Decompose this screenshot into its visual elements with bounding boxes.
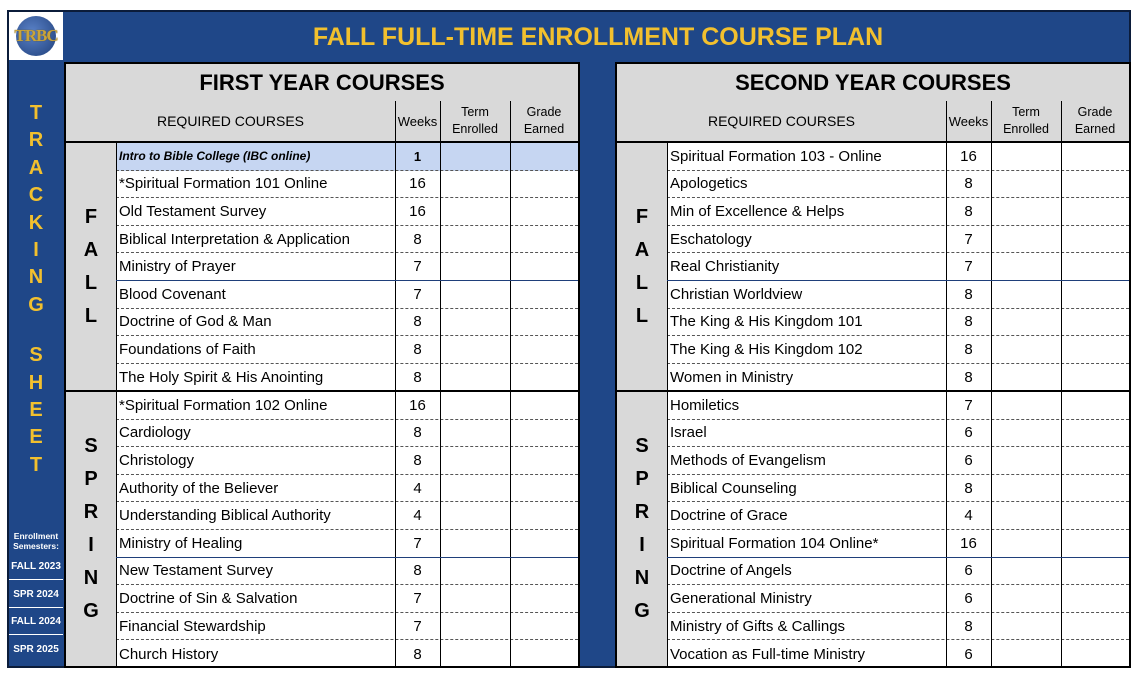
column-divider — [510, 101, 511, 666]
course-row — [667, 447, 1129, 475]
course-name: Ministry of Gifts & Callings — [670, 617, 846, 635]
course-row — [667, 143, 1129, 171]
course-row — [667, 530, 1129, 558]
grade-earned-header: Grade Earned — [1061, 101, 1129, 143]
course-weeks: 16 — [409, 396, 426, 414]
course-name: Min of Excellence & Helps — [670, 202, 845, 220]
course-weeks: 6 — [964, 451, 973, 469]
semester-spr-2025: SPR 2025 — [13, 644, 59, 655]
grade-earned-cell[interactable] — [510, 530, 578, 557]
grade-earned-cell[interactable] — [1061, 226, 1129, 253]
term-enrolled-cell[interactable] — [991, 143, 1061, 170]
spring-season-label — [617, 392, 667, 666]
course-name: Church History — [119, 645, 219, 663]
course-weeks: 8 — [964, 369, 973, 387]
grade-earned-cell[interactable] — [510, 253, 578, 280]
course-weeks: 8 — [964, 285, 973, 303]
course-row — [667, 585, 1129, 613]
course-name: *Spiritual Formation 101 Online — [119, 175, 328, 193]
semester-divider — [9, 607, 63, 608]
grade-earned-cell[interactable] — [1061, 143, 1129, 170]
term-enrolled-cell[interactable] — [440, 143, 510, 170]
term-enrolled-header: Term Enrolled — [440, 101, 510, 143]
course-name: *Spiritual Formation 102 Online — [119, 396, 328, 414]
course-name: The Holy Spirit & His Anointing — [119, 369, 324, 387]
term-enrolled-cell[interactable] — [440, 281, 510, 308]
course-weeks: 4 — [413, 507, 422, 525]
course-name: Old Testament Survey — [119, 202, 267, 220]
term-enrolled-cell[interactable] — [440, 558, 510, 585]
course-row — [667, 281, 1129, 309]
first-year-heading: FIRST YEAR COURSES — [66, 64, 578, 102]
fall-letter: A — [634, 239, 650, 261]
grade-earned-cell[interactable] — [1061, 364, 1129, 392]
grade-earned-cell[interactable] — [1061, 530, 1129, 557]
course-name: New Testament Survey — [119, 562, 273, 580]
fall-season-label — [617, 143, 667, 391]
course-row — [667, 475, 1129, 503]
weeks-header: Weeks — [946, 101, 991, 143]
course-name: The King & His Kingdom 101 — [670, 313, 863, 331]
term-enrolled-cell[interactable] — [991, 613, 1061, 640]
course-weeks: 7 — [964, 258, 973, 276]
course-row — [667, 253, 1129, 281]
semester-fall-2023: FALL 2023 — [11, 561, 61, 572]
course-name: Eschatology — [670, 230, 752, 248]
grade-earned-cell[interactable] — [510, 309, 578, 336]
grade-earned-cell[interactable] — [1061, 171, 1129, 198]
course-row — [116, 309, 578, 337]
course-weeks: 8 — [964, 479, 973, 497]
course-row — [116, 364, 578, 392]
course-name: Spiritual Formation 103 - Online — [670, 147, 882, 165]
course-row — [667, 502, 1129, 530]
course-name: Understanding Biblical Authority — [119, 507, 331, 525]
spring-letter: P — [635, 468, 649, 490]
grade-earned-cell[interactable] — [510, 640, 578, 668]
page-title: FALL FULL-TIME ENROLLMENT COURSE PLAN — [312, 22, 884, 51]
course-row — [116, 253, 578, 281]
course-row — [116, 143, 578, 171]
grade-earned-cell[interactable] — [510, 613, 578, 640]
fall-letter: L — [84, 272, 98, 294]
course-name: Methods of Evangelism — [670, 451, 826, 469]
school-logo — [9, 12, 63, 60]
course-name: Apologetics — [670, 175, 748, 193]
season-separator — [66, 390, 578, 392]
grade-earned-cell[interactable] — [1061, 613, 1129, 640]
column-divider — [395, 101, 396, 666]
grade-earned-cell[interactable] — [1061, 198, 1129, 225]
spring-letter: G — [83, 600, 99, 622]
course-row — [667, 420, 1129, 448]
course-row — [667, 336, 1129, 364]
term-enrolled-cell[interactable] — [440, 392, 510, 419]
course-weeks: 16 — [409, 202, 426, 220]
course-row — [116, 558, 578, 586]
course-name: Authority of the Believer — [119, 479, 279, 497]
course-row — [667, 171, 1129, 199]
group-divider — [667, 280, 1129, 281]
course-weeks: 7 — [413, 534, 422, 552]
course-weeks: 8 — [964, 202, 973, 220]
course-weeks: 8 — [964, 617, 973, 635]
term-enrolled-cell[interactable] — [991, 420, 1061, 447]
grade-earned-cell[interactable] — [1061, 392, 1129, 419]
course-row — [667, 226, 1129, 254]
course-row — [116, 171, 578, 199]
first-year-panel — [64, 62, 580, 668]
term-enrolled-cell[interactable] — [991, 558, 1061, 585]
grade-earned-cell[interactable] — [1061, 585, 1129, 612]
grade-earned-cell[interactable] — [1061, 475, 1129, 502]
course-row — [116, 502, 578, 530]
grade-earned-cell[interactable] — [510, 226, 578, 253]
grade-earned-cell[interactable] — [1061, 281, 1129, 308]
grade-earned-cell[interactable] — [510, 364, 578, 392]
column-divider — [946, 101, 947, 666]
spring-letter: P — [84, 468, 98, 490]
grade-earned-cell[interactable] — [1061, 640, 1129, 668]
term-enrolled-cell[interactable] — [440, 585, 510, 612]
course-weeks: 8 — [413, 340, 422, 358]
course-name: Real Christianity — [670, 258, 780, 276]
course-weeks: 1 — [413, 148, 422, 164]
course-row — [116, 530, 578, 558]
side-letter: A — [28, 156, 44, 179]
course-name: Intro to Bible College (IBC online) — [119, 149, 311, 164]
term-enrolled-cell[interactable] — [991, 585, 1061, 612]
course-row — [116, 640, 578, 668]
course-name: Doctrine of Grace — [670, 507, 788, 525]
column-divider — [1061, 101, 1062, 666]
course-name: The King & His Kingdom 102 — [670, 340, 863, 358]
spring-letter: R — [83, 501, 99, 523]
side-letter: N — [28, 266, 44, 289]
course-name: Doctrine of Sin & Salvation — [119, 589, 298, 607]
term-enrolled-cell[interactable] — [991, 640, 1061, 668]
second-year-panel — [615, 62, 1131, 668]
side-letter: R — [28, 129, 44, 152]
term-enrolled-cell[interactable] — [991, 309, 1061, 336]
grade-earned-cell[interactable] — [1061, 447, 1129, 474]
course-weeks: 16 — [960, 534, 977, 552]
grade-earned-header: Grade Earned — [510, 101, 578, 143]
term-enrolled-cell[interactable] — [991, 364, 1061, 392]
term-enrolled-cell[interactable] — [440, 226, 510, 253]
side-letter: I — [33, 238, 39, 261]
course-row — [116, 447, 578, 475]
grade-earned-cell[interactable] — [1061, 420, 1129, 447]
grade-earned-cell[interactable] — [510, 475, 578, 502]
grade-earned-cell[interactable] — [1061, 309, 1129, 336]
grade-earned-cell[interactable] — [510, 198, 578, 225]
spring-letter: G — [634, 600, 650, 622]
course-weeks: 4 — [413, 479, 422, 497]
term-enrolled-cell[interactable] — [440, 171, 510, 198]
course-weeks: 8 — [964, 175, 973, 193]
term-enrolled-cell[interactable] — [991, 447, 1061, 474]
course-weeks: 8 — [964, 313, 973, 331]
grade-earned-cell[interactable] — [1061, 558, 1129, 585]
spring-letter: I — [639, 534, 645, 556]
course-name: Foundations of Faith — [119, 340, 256, 358]
course-row — [116, 226, 578, 254]
spring-letter: R — [634, 501, 650, 523]
side-letter: E — [29, 426, 43, 449]
course-weeks: 8 — [413, 645, 422, 663]
spring-letter: I — [88, 534, 94, 556]
course-row — [116, 336, 578, 364]
term-enrolled-cell[interactable] — [440, 420, 510, 447]
season-divider — [667, 143, 668, 666]
term-enrolled-cell[interactable] — [440, 253, 510, 280]
grade-earned-cell[interactable] — [510, 143, 578, 170]
side-letter: K — [28, 211, 44, 234]
course-name: Ministry of Healing — [119, 534, 243, 552]
term-enrolled-cell[interactable] — [991, 502, 1061, 529]
course-name: Women in Ministry — [670, 369, 794, 387]
course-weeks: 6 — [964, 562, 973, 580]
fall-letter: F — [635, 206, 649, 228]
term-enrolled-cell[interactable] — [991, 475, 1061, 502]
course-weeks: 8 — [964, 340, 973, 358]
grade-earned-cell[interactable] — [510, 558, 578, 585]
course-name: Doctrine of Angels — [670, 562, 792, 580]
grade-earned-cell[interactable] — [510, 336, 578, 363]
term-enrolled-cell[interactable] — [991, 198, 1061, 225]
term-enrolled-cell[interactable] — [991, 336, 1061, 363]
grade-earned-cell[interactable] — [510, 585, 578, 612]
course-name: Ministry of Prayer — [119, 258, 236, 276]
side-letter: T — [29, 102, 43, 124]
course-name: Doctrine of God & Man — [119, 313, 272, 331]
course-name: Israel — [670, 424, 707, 442]
course-weeks: 8 — [413, 562, 422, 580]
term-enrolled-cell[interactable] — [440, 530, 510, 557]
required-courses-header: REQUIRED COURSES — [617, 101, 946, 143]
course-row — [667, 364, 1129, 392]
term-enrolled-header: Term Enrolled — [991, 101, 1061, 143]
term-enrolled-cell[interactable] — [991, 226, 1061, 253]
spring-letter: S — [84, 435, 98, 457]
course-name: Biblical Counseling — [670, 479, 797, 497]
course-row — [116, 198, 578, 226]
grade-earned-cell[interactable] — [510, 392, 578, 419]
term-enrolled-cell[interactable] — [991, 530, 1061, 557]
fall-letter: F — [84, 206, 98, 228]
term-enrolled-cell[interactable] — [991, 171, 1061, 198]
course-weeks: 6 — [964, 424, 973, 442]
term-enrolled-cell[interactable] — [991, 253, 1061, 280]
term-enrolled-cell[interactable] — [440, 475, 510, 502]
course-weeks: 7 — [413, 285, 422, 303]
semester-divider — [9, 579, 63, 580]
term-enrolled-cell[interactable] — [440, 640, 510, 668]
term-enrolled-cell[interactable] — [440, 336, 510, 363]
course-weeks: 7 — [413, 589, 422, 607]
course-row — [116, 392, 578, 420]
group-divider — [667, 557, 1129, 558]
semester-divider — [9, 634, 63, 635]
course-weeks: 8 — [413, 424, 422, 442]
logo-text: TRBC — [14, 26, 58, 45]
course-name: Homiletics — [670, 396, 740, 414]
tracking-sheet-label — [10, 100, 62, 479]
course-weeks: 7 — [413, 617, 422, 635]
grade-earned-cell[interactable] — [1061, 253, 1129, 280]
course-weeks: 8 — [413, 230, 422, 248]
course-name: Cardiology — [119, 424, 191, 442]
course-weeks: 16 — [409, 175, 426, 193]
course-row — [116, 613, 578, 641]
term-enrolled-cell[interactable] — [991, 281, 1061, 308]
course-row — [116, 475, 578, 503]
course-row — [116, 585, 578, 613]
course-name: Christian Worldview — [670, 285, 803, 303]
grade-earned-cell[interactable] — [510, 171, 578, 198]
course-name: Vocation as Full-time Ministry — [670, 645, 866, 663]
season-separator — [617, 390, 1129, 392]
course-weeks: 7 — [413, 258, 422, 276]
spring-season-label — [66, 392, 116, 666]
enrollment-label: Enrollment Semesters: — [13, 531, 59, 551]
grade-earned-cell[interactable] — [510, 420, 578, 447]
term-enrolled-cell[interactable] — [440, 198, 510, 225]
course-row — [667, 198, 1129, 226]
grade-earned-cell[interactable] — [510, 281, 578, 308]
grade-earned-cell[interactable] — [1061, 336, 1129, 363]
grade-earned-cell[interactable] — [510, 502, 578, 529]
group-divider — [116, 557, 578, 558]
term-enrolled-cell[interactable] — [440, 364, 510, 392]
course-row — [667, 558, 1129, 586]
term-enrolled-cell[interactable] — [440, 309, 510, 336]
term-enrolled-cell[interactable] — [991, 392, 1061, 419]
course-weeks: 8 — [413, 313, 422, 331]
season-divider — [116, 143, 117, 666]
course-name: Blood Covenant — [119, 285, 226, 303]
course-name: Financial Stewardship — [119, 617, 266, 635]
side-letter: E — [29, 398, 43, 421]
course-row — [667, 392, 1129, 420]
weeks-header: Weeks — [395, 101, 440, 143]
required-courses-header: REQUIRED COURSES — [66, 101, 395, 143]
spring-letter: S — [635, 435, 649, 457]
fall-season-label — [66, 143, 116, 391]
column-divider — [440, 101, 441, 666]
fall-letter: A — [83, 239, 99, 261]
course-weeks: 16 — [960, 147, 977, 165]
course-weeks: 8 — [413, 369, 422, 387]
course-weeks: 6 — [964, 645, 973, 663]
side-letter: C — [28, 184, 44, 207]
grade-earned-cell[interactable] — [510, 447, 578, 474]
course-weeks: 7 — [964, 396, 973, 414]
course-row — [116, 281, 578, 309]
course-weeks: 7 — [964, 230, 973, 248]
semester-spr-2024: SPR 2024 — [13, 589, 59, 600]
group-divider — [116, 280, 578, 281]
course-name: Spiritual Formation 104 Online* — [670, 534, 879, 552]
term-enrolled-cell[interactable] — [440, 447, 510, 474]
course-row — [667, 309, 1129, 337]
globe-icon — [16, 16, 56, 56]
side-letter: T — [29, 453, 43, 476]
grade-earned-cell[interactable] — [1061, 502, 1129, 529]
side-letter: H — [28, 371, 44, 394]
fall-letter: L — [635, 305, 649, 327]
course-weeks: 4 — [964, 507, 973, 525]
term-enrolled-cell[interactable] — [440, 613, 510, 640]
fall-letter: L — [635, 272, 649, 294]
course-name: Biblical Interpretation & Application — [119, 230, 350, 248]
column-divider — [991, 101, 992, 666]
course-name: Generational Ministry — [670, 589, 812, 607]
course-row — [667, 613, 1129, 641]
course-row — [116, 420, 578, 448]
course-weeks: 8 — [413, 451, 422, 469]
semester-fall-2024: FALL 2024 — [11, 616, 61, 627]
course-weeks: 6 — [964, 589, 973, 607]
spring-letter: N — [83, 567, 99, 589]
fall-letter: L — [84, 305, 98, 327]
term-enrolled-cell[interactable] — [440, 502, 510, 529]
second-year-heading: SECOND YEAR COURSES — [617, 64, 1129, 102]
side-letter: G — [28, 293, 44, 316]
spring-letter: N — [634, 567, 650, 589]
course-row — [667, 640, 1129, 668]
course-name: Christology — [119, 451, 195, 469]
side-letter: S — [29, 344, 43, 367]
